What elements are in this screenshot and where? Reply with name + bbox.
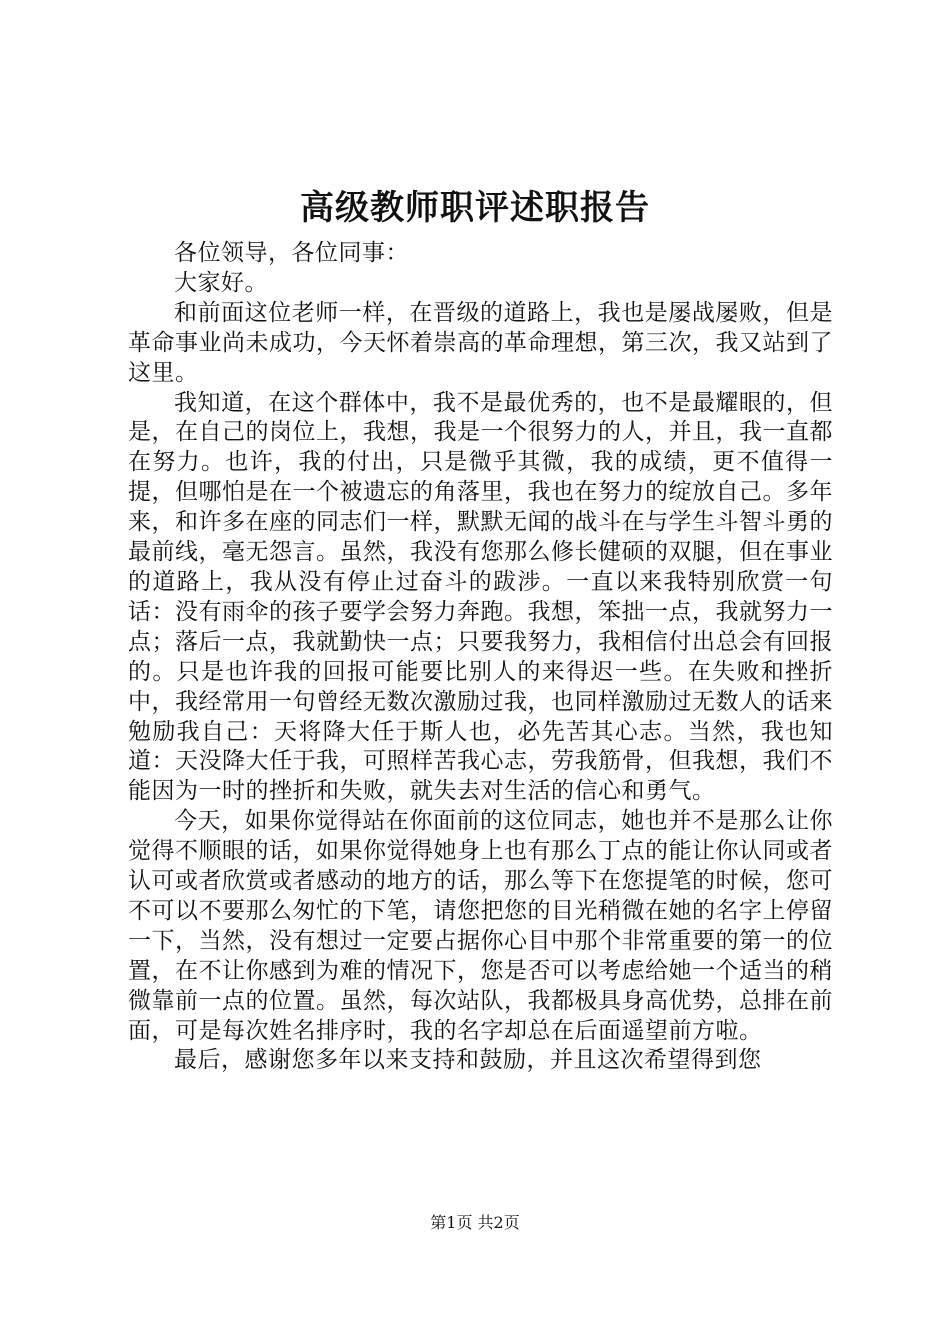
document-body — [128, 239, 833, 1076]
paragraph: 和前面这位老师一样，在晋级的道路上，我也是屡战屡败，但是革命事业尚未成功，今天怀着崇高的革命理想，第三次，我又站到了这里。 — [128, 299, 833, 386]
paragraph: 最后，感谢您多年以来支持和鼓励，并且这次希望得到您 — [174, 1047, 762, 1074]
greeting: 大家好。 — [174, 269, 268, 296]
document-title: 高级教师职评述职报告 — [300, 188, 650, 228]
paragraph: 今天，如果你觉得站在你面前的这位同志，她也并不是那么让你觉得不顺眼的话，如果你觉得她身上也有那么丁点的能让你认同或者认可或者欣赏或者感动的地方的话，那么等下在您提笔的时候，您可不可以不要那么匆忙的下笔，请您把您的目光稍微在她的名字上停留一下，当然，没有想过一定要占据你心目中那个非常重要的第一的位置，在不让你感到为难的情况下，您是否可以考虑给她一个适当的稍微靠前一点的位置。虽然，每次站队，我都极具身高优势，总排在前面，可是每次姓名排序时，我的名字却总在后面遥望前方啦。 — [128, 808, 833, 1044]
salutation: 各位领导，各位同事： — [174, 240, 409, 266]
paragraph: 我知道，在这个群体中，我不是最优秀的，也不是最耀眼的，但是，在自己的岗位上，我想，我是一个很努力的人，并且，我一直都在努力。也许，我的付出，只是微乎其微，我的成绩，更不值得一提，但哪怕是在一个被遗忘的角落里，我也在努力的绽放自己。多年来，和许多在座的同志们一样，默默无闻的战斗在与学生斗智斗勇的最前线，毫无怨言。虽然，我没有您那么修长健硕的双腿，但在事业的道路上，我从没有停止过奋斗的跋涉。一直以来我特别欣赏一句话：没有雨伞的孩子要学会努力奔跑。我想，笨拙一点，我就努力一点；落后一点，我就勤快一点；只要我努力，我相信付出总会有回报的。只是也许我的回报可能要比别人的来得迟一些。在失败和挫折中，我经常用一句曾经无数次激励过我，也同样激励过无数人的话来勉励我自己：天将降大任于斯人也，必先苦其心志。当然，我也知道：天没降大任于我，可照样苦我心志，劳我筋骨，但我想，我们不能因为一时的挫折和失败，就失去对生活的信心和勇气。 — [128, 389, 833, 805]
page-footer: 第1页 共2页 — [430, 1213, 520, 1232]
